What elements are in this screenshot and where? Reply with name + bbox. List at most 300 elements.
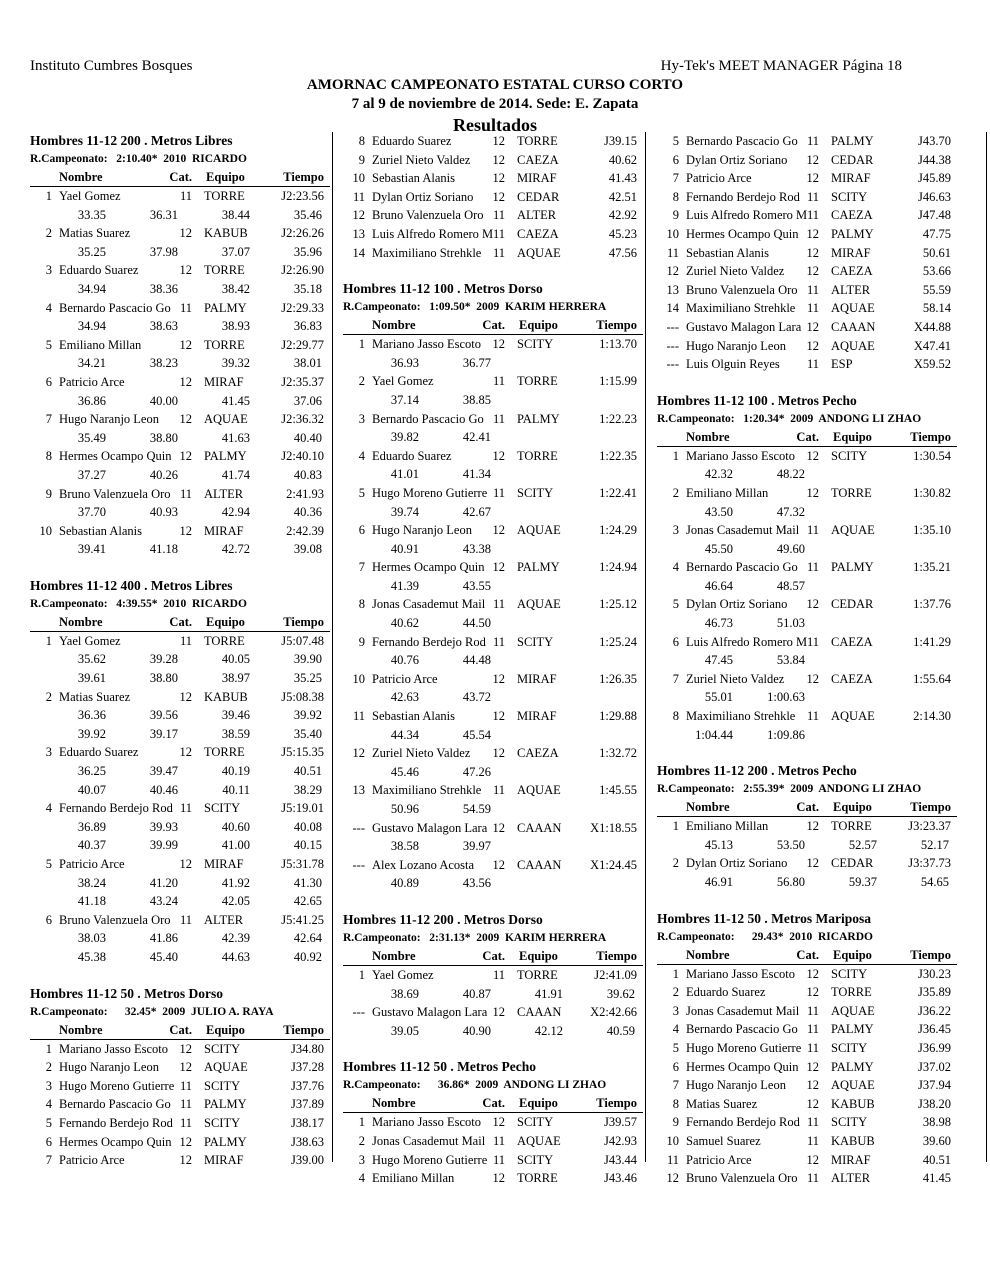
split-row [657,688,957,707]
result-row [657,1169,957,1188]
header-team: Equipo [519,948,558,963]
team: CEDAR [831,597,874,612]
header-team: Equipo [833,947,872,962]
split-row [30,669,330,688]
event-title: Hombres 11-12 200 . Metros Pecho [657,763,857,779]
place: 3 [45,1078,52,1093]
category: 12 [179,1134,192,1149]
category: 12 [179,263,192,278]
result-row [343,335,643,354]
final-time: J30.23 [918,966,951,981]
split-time: 36.31 [149,207,178,222]
place: 6 [45,912,52,927]
place: 7 [45,1153,52,1168]
split-time: 36.77 [462,355,491,370]
split-time: 38.42 [221,281,250,296]
category: 12 [492,1005,505,1020]
category: 12 [179,1041,192,1056]
table-header [657,428,957,447]
place: --- [352,857,365,872]
header-name: Nombre [372,948,416,963]
final-time: J45.89 [918,171,951,186]
swimmer-name: Dylan Ortiz Soriano [372,189,474,204]
split-time: 34.94 [77,319,106,334]
event-spacer [657,744,957,762]
team: ESP [831,357,853,372]
team: ALTER [517,208,557,223]
split-time: 41.34 [462,467,491,482]
split-time: 39.93 [149,819,178,834]
result-row [30,688,330,707]
split-row [343,688,643,707]
final-time: J38.20 [918,1096,951,1111]
category: 11 [806,523,819,538]
split-time: 39.05 [390,1023,419,1038]
result-row [343,707,643,726]
split-time: 44.34 [390,727,419,742]
team: SCITY [831,1115,868,1130]
swimmer-name: Maximiliano Strehkle [372,783,482,798]
split-time: 34.21 [77,356,106,371]
final-time: J37.89 [291,1097,324,1112]
final-time: 39.60 [922,1133,951,1148]
header-time: Tiempo [283,1022,324,1037]
team: SCITY [517,485,554,500]
split-time: 41.18 [149,542,178,557]
final-time: J5:15.35 [281,745,324,760]
swimmer-name: Bernardo Pascacio Go [59,300,171,315]
split-time: 42.39 [221,931,250,946]
final-time: 1:22.41 [599,485,637,500]
split-time: 43.50 [704,504,733,519]
place: 10 [666,1133,679,1148]
header-team: Equipo [206,170,245,184]
category: 11 [179,300,192,315]
split-row [343,800,643,819]
team: TORRE [831,985,872,1000]
event-spacer [343,1040,643,1058]
result-row [30,1058,330,1077]
final-time: J46.63 [918,189,951,204]
swimmer-name: Yael Gomez [59,633,121,648]
split-time: 41.39 [390,578,419,593]
header-name: Nombre [59,1022,103,1037]
split-time: 42.63 [390,690,419,705]
place: 6 [672,634,679,649]
split-row [30,206,330,225]
final-time: 2:41.93 [286,486,324,501]
category: 11 [806,134,819,148]
split-row [30,892,330,911]
category: 12 [806,448,819,463]
place: 10 [352,671,365,686]
result-row [657,318,957,337]
category: 12 [806,597,819,612]
split-time: 55.01 [704,690,733,705]
result-row [657,1076,957,1095]
place: 4 [45,300,52,315]
split-row [30,466,330,485]
split-time: 39.17 [149,726,178,741]
category: 12 [806,338,819,353]
swimmer-name: Bruno Valenzuela Oro [686,1171,798,1186]
event-record: R.Campeonato: 1:20.34* 2009 ANDONG LI ZHAO [657,412,922,425]
split-time: 45.38 [77,949,106,964]
category: 12 [492,152,505,167]
category: 11 [806,1003,819,1018]
final-time: J42.93 [604,1133,637,1148]
result-row [30,632,330,651]
team: SCITY [204,1078,241,1093]
header-cat: Cat. [796,800,819,815]
table-header [657,946,957,965]
category: 12 [492,189,505,204]
category: 12 [492,1115,505,1130]
swimmer-name: Bruno Valenzuela Oro [372,208,484,223]
split-row [343,391,643,410]
split-time: 38.93 [221,319,250,334]
header-name: Nombre [686,800,730,815]
team: CAEZA [831,208,873,223]
split-time: 35.25 [293,671,322,686]
final-time: J2:35.37 [281,374,324,389]
team: CAEZA [517,152,559,167]
category: 12 [492,857,505,872]
header-name: Nombre [59,170,103,184]
place: 2 [45,226,52,241]
team: TORRE [204,263,245,278]
team: AQUAE [831,301,875,316]
split-time: 47.32 [776,504,805,519]
event-record: R.Campeonato: 36.86* 2009 ANDONG LI ZHAO [343,1079,607,1092]
final-time: 1:30.54 [913,448,951,463]
team: KABUB [831,1133,875,1148]
place: --- [352,820,365,835]
place: 8 [358,134,365,148]
split-row [657,540,957,559]
swimmer-name: Eduardo Suarez [686,985,766,1000]
header-name: Nombre [686,947,730,962]
split-time: 45.50 [704,541,733,556]
split-time: 35.25 [77,244,106,259]
split-time: 44.50 [462,616,491,631]
swimmer-name: Jonas Casademut Mail [686,1003,800,1018]
team: CAAAN [517,857,562,872]
category: 11 [492,783,505,798]
team: SCITY [831,966,868,981]
result-row [657,983,957,1002]
swimmer-name: Hermes Ocampo Quin [59,449,172,464]
swimmer-name: Bernardo Pascacio Go [372,411,484,426]
category: 12 [492,448,505,463]
swimmer-name: Hermes Ocampo Quin [372,560,485,575]
swimmer-name: Jonas Casademut Mail [372,597,486,612]
split-time: 38.85 [462,392,491,407]
split-time: 39.99 [149,838,178,853]
final-time: X44.88 [913,319,951,334]
category: 12 [492,746,505,761]
result-row [657,670,957,689]
team: PALMY [204,449,247,464]
result-row [657,169,957,188]
place: 4 [358,1171,365,1186]
place: 8 [672,189,679,204]
split-time: 39.46 [221,708,250,723]
category: 12 [806,245,819,260]
split-time: 42.41 [462,430,491,445]
swimmer-name: Hugo Moreno Gutierre [59,1078,175,1093]
final-time: J2:29.77 [281,337,324,352]
swimmer-name: Hermes Ocampo Quin [686,226,799,241]
team: SCITY [831,448,868,463]
swimmer-name: Fernando Berdejo Rod [372,634,486,649]
final-time: 1:15.99 [599,374,637,389]
place: 4 [672,560,679,575]
result-row [30,855,330,874]
split-time: 37.27 [77,467,106,482]
swimmer-name: Eduardo Suarez [372,134,452,148]
split-time: 37.06 [293,393,322,408]
split-time: 39.90 [293,652,322,667]
split-time: 38.24 [77,875,106,890]
team: CEDAR [517,189,560,204]
team: MIRAF [831,1152,871,1167]
place: 11 [352,709,365,724]
swimmer-name: Sebastian Alanis [372,171,455,186]
header-name: Nombre [59,614,103,629]
result-row [657,225,957,244]
table-header [343,316,643,335]
final-time: J34.80 [291,1041,324,1056]
team: TORRE [204,633,245,648]
team: ALTER [831,282,871,297]
split-time: 35.62 [77,652,106,667]
split-time: 40.40 [293,430,322,445]
split-time: 51.03 [776,616,805,631]
split-time: 42.94 [221,505,250,520]
split-time: 40.83 [293,467,322,482]
split-row [30,929,330,948]
swimmer-name: Gustavo Malagon Lara [372,1005,488,1020]
place: 14 [352,245,365,260]
swimmer-name: Zuriel Nieto Valdez [686,671,785,686]
swimmer-name: Dylan Ortiz Soriano [686,597,788,612]
final-time: J44.38 [918,152,951,167]
split-time: 49.60 [776,541,805,556]
split-time: 44.48 [462,653,491,668]
table-header [30,168,330,187]
split-row [30,836,330,855]
category: 12 [806,671,819,686]
header-cat: Cat. [169,170,192,184]
split-time: 40.76 [390,653,419,668]
split-time: 40.11 [222,782,250,797]
split-time: 41.92 [221,875,250,890]
swimmer-name: Emiliano Millan [372,1171,455,1186]
final-time: J37.94 [918,1078,951,1093]
category: 11 [806,1171,819,1186]
team: PALMY [831,1022,874,1037]
final-time: 41.43 [608,171,637,186]
final-time: 1:41.29 [913,634,951,649]
result-row [657,299,957,318]
header-cat: Cat. [482,318,505,333]
split-time: 38.97 [221,671,250,686]
category: 12 [179,523,192,538]
swimmer-name: Bruno Valenzuela Oro [686,282,798,297]
category: 12 [806,171,819,186]
team: KABUB [204,689,248,704]
split-time: 39.82 [390,430,419,445]
split-time: 1:04.44 [695,727,733,742]
category: 12 [806,1059,819,1074]
swimmer-name: Patricio Arce [686,1152,752,1167]
team: PALMY [831,134,874,148]
result-row [30,1040,330,1059]
header-time: Tiempo [283,170,324,184]
team: CAEZA [831,671,873,686]
final-time: J39.00 [291,1153,324,1168]
swimmer-name: Patricio Arce [686,171,752,186]
final-time: 42.92 [608,208,637,223]
split-time: 38.80 [149,430,178,445]
final-time: 1:29.88 [599,709,637,724]
team: SCITY [517,1152,554,1167]
split-time: 41.63 [221,430,250,445]
event-title: Hombres 11-12 50 . Metros Mariposa [657,910,871,926]
team: ALTER [831,1171,871,1186]
split-time: 52.17 [920,837,949,852]
place: 10 [39,523,52,538]
category: 11 [492,485,505,500]
event-spacer [657,892,957,910]
swimmer-name: Hugo Naranjo Leon [59,1060,159,1075]
split-time: 45.13 [704,837,733,852]
final-time: 38.98 [922,1115,951,1130]
split-row [30,429,330,448]
split-row [30,317,330,336]
team: PALMY [831,560,874,575]
split-time: 36.86 [77,393,106,408]
header-cat: Cat. [482,1096,505,1111]
swimmer-name: Emiliano Millan [686,819,769,834]
place: 1 [45,189,52,203]
split-time: 47.45 [704,653,733,668]
split-time: 38.80 [149,671,178,686]
place: 1 [358,1115,365,1130]
split-time: 43.56 [462,876,491,891]
place: 4 [672,1022,679,1037]
split-time: 38.58 [390,839,419,854]
event-title: Hombres 11-12 50 . Metros Pecho [343,1059,536,1075]
category: 12 [492,820,505,835]
final-time: 1:25.24 [599,634,637,649]
swimmer-name: Gustavo Malagon Lara [686,319,802,334]
header-time: Tiempo [910,429,951,444]
header-name: Nombre [372,1096,416,1111]
split-time: 38.29 [293,782,322,797]
category: 12 [179,226,192,241]
result-row [657,1039,957,1058]
split-time: 46.73 [704,616,733,631]
place: 9 [358,152,365,167]
category: 12 [179,689,192,704]
swimmer-name: Hermes Ocampo Quin [686,1059,799,1074]
split-time: 42.67 [462,504,491,519]
results-column-3 [657,132,957,1188]
header-cat: Cat. [169,614,192,629]
swimmer-name: Eduardo Suarez [59,263,139,278]
place: 5 [45,1115,52,1130]
swimmer-name: Hugo Naranjo Leon [59,412,159,427]
split-time: 43.72 [462,690,491,705]
category: 11 [179,1115,192,1130]
split-time: 33.35 [77,207,106,222]
team: MIRAF [831,171,871,186]
team: SCITY [831,189,868,204]
split-row [30,781,330,800]
place: 5 [45,337,52,352]
swimmer-name: Mariano Jasso Escoto [59,1041,169,1056]
team: MIRAF [517,671,557,686]
category: 12 [179,449,192,464]
result-row [343,558,643,577]
place: 1 [45,1041,52,1056]
split-time: 41.00 [221,838,250,853]
team: PALMY [517,560,560,575]
result-row [657,484,957,503]
split-time: 38.63 [149,319,178,334]
split-time: 40.05 [221,652,250,667]
place: 5 [672,134,679,148]
result-row [657,132,957,151]
category: 11 [179,801,192,816]
split-time: 37.70 [77,505,106,520]
school-name: Instituto Cumbres Bosques [30,58,193,74]
split-time: 59.37 [848,875,877,889]
final-time: J37.76 [291,1078,324,1093]
place: 7 [672,671,679,686]
split-time: 41.18 [77,894,106,909]
split-row [30,948,330,967]
team: AQUAE [831,338,875,353]
swimmer-name: Luis Alfredo Romero M [686,634,808,649]
team: PALMY [204,1097,247,1112]
place: --- [666,357,679,372]
split-time: 38.36 [149,281,178,296]
split-time: 40.59 [606,1023,635,1038]
category: 11 [179,486,192,501]
swimmer-name: Matias Suarez [59,689,131,704]
result-row [343,670,643,689]
split-time: 37.07 [221,244,250,259]
final-time: J43.70 [918,134,951,148]
result-row [343,744,643,763]
category: 11 [492,1133,505,1148]
category: 11 [806,560,819,575]
result-row [343,781,643,800]
team: CAAAN [517,820,562,835]
column-divider [645,132,646,1162]
swimmer-name: Patricio Arce [59,1153,125,1168]
result-row [657,337,957,356]
split-row [30,762,330,781]
place: 1 [672,966,679,981]
header-team: Equipo [519,1096,558,1111]
header-time: Tiempo [596,318,637,333]
team: TORRE [517,448,558,463]
place: 3 [358,411,365,426]
